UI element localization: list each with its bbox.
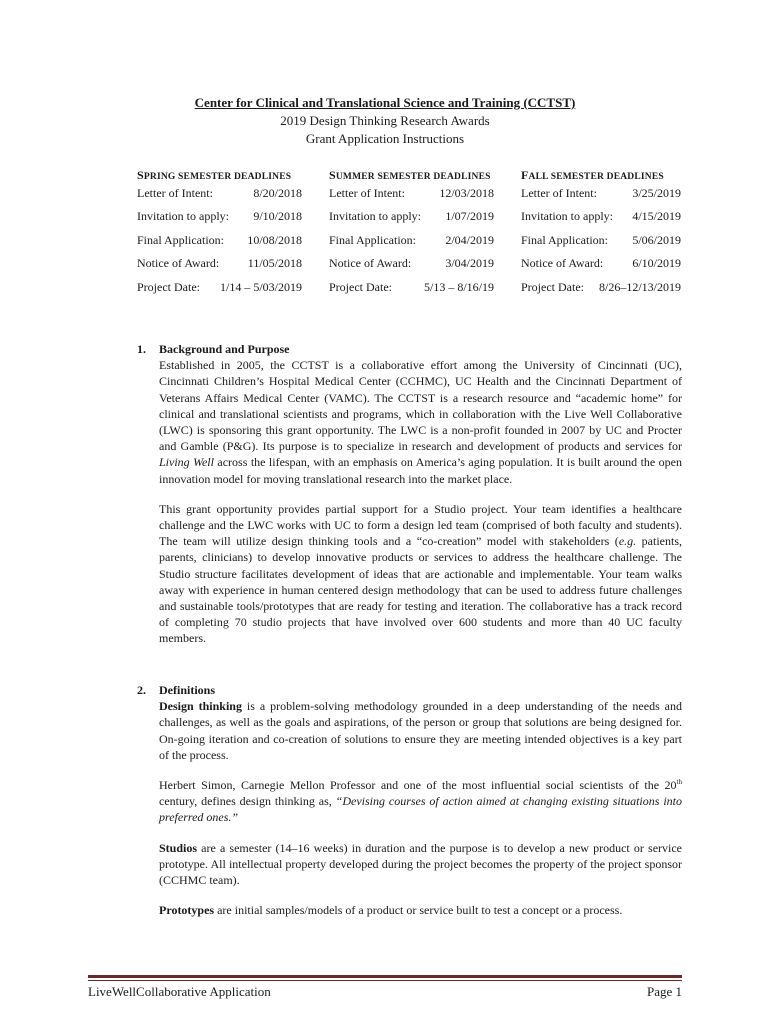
term: Design thinking xyxy=(159,699,242,714)
term: Prototypes xyxy=(159,903,215,918)
deadline-row xyxy=(329,276,494,299)
deadline-value: 8/26–12/13/2019 xyxy=(598,279,681,294)
deadline-label: Final Application: xyxy=(521,232,608,247)
deadline-label: Invitation to apply: xyxy=(137,209,229,224)
simon-quote-paragraph xyxy=(159,777,682,826)
page-footer xyxy=(88,984,682,1000)
deadline-value: 3/04/2019 xyxy=(445,256,494,271)
deadline-label: Letter of Intent: xyxy=(521,186,597,200)
text-run: is a problem-solving methodology grounded in a deep understanding of the needs and challenges, as well as the goals and aspirations, of the person or group that solutions are being designed for. On-going iteration and co-creation of solutions to ensure they are meeting intended objectives is a key part of the process. xyxy=(159,699,682,762)
column-heading: FALL SEMESTER DEADLINES xyxy=(521,168,664,182)
deadline-label: Invitation to apply: xyxy=(521,209,613,224)
emphasis-text: Living Well xyxy=(159,455,214,470)
deadline-value: 12/03/2018 xyxy=(439,186,494,200)
text-run: across the lifespan, with an emphasis on America’s aging population. It is built around the open innovation model for moving translational research into the market place. xyxy=(159,455,682,486)
document-title: Center for Clinical and Translational Science and Training (CCTST) xyxy=(194,95,576,110)
footer-rule xyxy=(88,975,682,978)
deadline-row xyxy=(521,252,681,275)
deadline-value: 10/08/2018 xyxy=(247,232,302,247)
deadline-label: Final Application: xyxy=(137,232,224,247)
deadline-row xyxy=(137,205,302,228)
deadline-label: Project Date: xyxy=(329,279,392,294)
text-run: Herbert Simon, Carnegie Mellon Professor and one of the most influential social scientists of the 20 xyxy=(159,778,677,793)
document-subtitle: 2019 Design Thinking Research Awards xyxy=(280,113,490,128)
deadline-value: 11/05/2018 xyxy=(247,256,302,271)
column-heading: SPRING SEMESTER DEADLINES xyxy=(137,168,292,182)
deadline-label: Letter of Intent: xyxy=(137,186,213,200)
definition-design-thinking xyxy=(159,698,682,763)
section-title: Background and Purpose xyxy=(159,342,290,356)
fall-deadlines xyxy=(521,168,681,299)
page-number: Page 1 xyxy=(646,984,682,999)
summer-deadlines xyxy=(329,168,494,299)
emphasis-text: e.g. xyxy=(618,534,637,549)
section-number: 1. xyxy=(137,342,146,356)
deadline-value: 2/04/2019 xyxy=(445,232,494,247)
section-title: Definitions xyxy=(159,683,216,697)
deadline-row xyxy=(137,182,302,205)
deadline-row xyxy=(137,229,302,252)
deadline-row xyxy=(329,205,494,228)
deadline-label: Invitation to apply: xyxy=(329,209,421,224)
term: Studios xyxy=(159,840,198,855)
deadline-label: Project Date: xyxy=(521,279,584,294)
deadline-row xyxy=(329,182,494,205)
section-background xyxy=(137,341,682,647)
deadline-label: Project Date: xyxy=(137,279,200,294)
column-heading: SUMMER SEMESTER DEADLINES xyxy=(329,168,491,182)
superscript: th xyxy=(676,778,682,787)
text-run: century, defines design thinking as, xyxy=(159,794,336,809)
document-subtitle-2: Grant Application Instructions xyxy=(305,131,465,146)
deadline-label: Final Application: xyxy=(329,232,416,247)
deadline-value: 5/06/2019 xyxy=(632,232,681,247)
deadline-label: Letter of Intent: xyxy=(329,186,405,200)
deadline-value: 4/15/2019 xyxy=(632,209,681,224)
deadline-row xyxy=(329,229,494,252)
deadline-value: 8/20/2018 xyxy=(253,186,302,200)
deadline-value: 5/13 – 8/16/19 xyxy=(423,279,494,294)
definition-studios xyxy=(159,840,682,889)
text-run: patients, parents, clinicians) to develop innovative products or services to address the healthcare challenge. The Studio structure facilitates development of ideas that are actionable and implementable. Your team walks away with experience in human centered design methodology that can be used to address future challenges and sustainable tools/prototypes that are ready for testing and iteration. The collaborative has a track record of completing 70 studio projects that have involved over 600 students and more than 40 UC faculty members. xyxy=(159,534,682,646)
spring-deadlines xyxy=(137,168,302,299)
deadline-row xyxy=(521,205,681,228)
text-run: are initial samples/models of a product or service built to test a concept or a process. xyxy=(214,903,623,918)
deadline-row xyxy=(137,276,302,299)
deadline-value: 9/10/2018 xyxy=(253,209,302,224)
text-run: are a semester (14–16 weeks) in duration and the purpose is to develop a new product or service prototype. All intellectual property developed during the project becomes the property of the project sponsor (CCHMC team). xyxy=(159,840,682,888)
text-run: Established in 2005, the CCTST is a collaborative effort among the University of Cincinnati (UC), Cincinnati Children’s Hospital Medical Center (CCHMC), UC Health and the Cincinnati Department of Veterans Affairs Medical Center (VAMC). The CCTST is a research resource and “academic home” for clinical and translational scientists and programs, which in collaboration with the Live Well Collaborative (LWC) is sponsoring this grant opportunity. The LWC is a non-profit founded in 2007 by UC and Procter and Gamble (P&G). Its purpose is to specialize in research and development of products and services for xyxy=(159,358,682,454)
deadline-row xyxy=(521,276,681,299)
deadline-label: Notice of Award: xyxy=(329,256,412,271)
document-header xyxy=(0,94,770,148)
deadline-value: 1/14 – 5/03/2019 xyxy=(219,279,302,294)
definition-prototypes xyxy=(159,902,682,918)
opportunity-paragraph xyxy=(159,501,682,647)
footer-left: LiveWellCollaborative Application xyxy=(88,984,271,999)
deadline-row xyxy=(137,252,302,275)
section-number: 2. xyxy=(137,683,146,697)
deadline-value: 1/07/2019 xyxy=(445,209,494,224)
deadline-row xyxy=(521,229,681,252)
deadline-row xyxy=(329,252,494,275)
deadline-value: 6/10/2019 xyxy=(632,256,681,271)
text-run: This grant opportunity provides partial support for a Studio project. Your team identifies a healthcare challenge and the LWC works with UC to form a design led team (comprised of both faculty and students). The team will utilize design thinking tools and a “co-creation” model with stakeholders ( xyxy=(159,501,682,549)
section-definitions xyxy=(137,682,682,918)
quote-text: “Devising courses of action aimed at changing existing situations into preferred ones.” xyxy=(159,794,683,825)
deadline-label: Notice of Award: xyxy=(521,256,604,271)
deadline-label: Notice of Award: xyxy=(137,256,220,271)
deadline-value: 3/25/2019 xyxy=(632,186,681,200)
deadline-row xyxy=(521,182,681,205)
footer-rule-thin xyxy=(88,980,682,981)
background-paragraph xyxy=(159,357,682,487)
